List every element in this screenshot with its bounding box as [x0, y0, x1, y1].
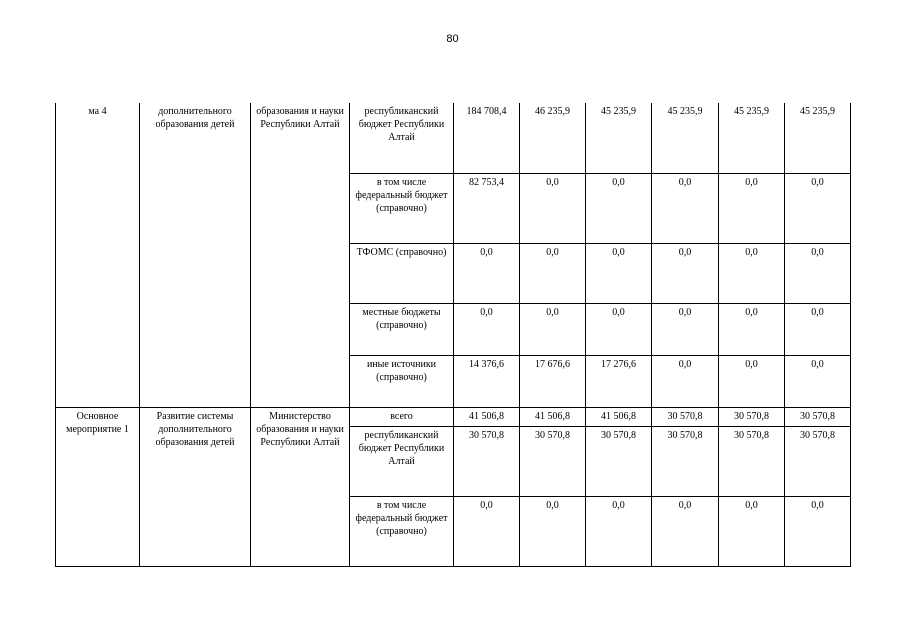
value-cell: 0,0 [652, 173, 719, 243]
value-cell: 41 506,8 [586, 407, 652, 426]
value-cell: 0,0 [454, 303, 520, 355]
value-cell: 30 570,8 [785, 426, 851, 496]
value-cell: 45 235,9 [586, 103, 652, 173]
value-cell: 45 235,9 [785, 103, 851, 173]
value-cell: 41 506,8 [454, 407, 520, 426]
value-cell: 30 570,8 [652, 407, 719, 426]
value-cell: 0,0 [454, 243, 520, 303]
funding-source-cell: в том числе федеральный бюджет (справочно) [350, 496, 454, 566]
value-cell: 0,0 [719, 173, 785, 243]
value-cell: 82 753,4 [454, 173, 520, 243]
value-cell: 0,0 [652, 243, 719, 303]
value-cell: 0,0 [719, 243, 785, 303]
funding-source-cell: всего [350, 407, 454, 426]
value-cell: 0,0 [520, 496, 586, 566]
program-number-cell: Основное мероприятие 1 [56, 407, 140, 566]
value-cell: 0,0 [785, 303, 851, 355]
table-row [56, 407, 851, 426]
value-cell: 0,0 [785, 355, 851, 407]
value-cell: 17 276,6 [586, 355, 652, 407]
page-number: 80 [446, 33, 459, 45]
value-cell: 30 570,8 [586, 426, 652, 496]
value-cell: 30 570,8 [719, 426, 785, 496]
executor-cell: Министерство образования и науки Республики Алтай [251, 407, 350, 566]
value-cell: 41 506,8 [520, 407, 586, 426]
funding-source-cell: местные бюджеты (справочно) [350, 303, 454, 355]
program-name-cell: дополнительного образования детей [140, 103, 251, 407]
value-cell: 30 570,8 [785, 407, 851, 426]
value-cell: 0,0 [586, 243, 652, 303]
value-cell: 184 708,4 [454, 103, 520, 173]
budget-table [55, 103, 851, 567]
value-cell: 0,0 [586, 496, 652, 566]
value-cell: 0,0 [586, 303, 652, 355]
value-cell: 30 570,8 [652, 426, 719, 496]
value-cell: 0,0 [785, 173, 851, 243]
value-cell: 30 570,8 [454, 426, 520, 496]
value-cell: 0,0 [652, 303, 719, 355]
value-cell: 0,0 [785, 496, 851, 566]
value-cell: 0,0 [719, 303, 785, 355]
funding-source-cell: в том числе федеральный бюджет (справочно) [350, 173, 454, 243]
value-cell: 0,0 [520, 243, 586, 303]
funding-source-cell: республиканский бюджет Республики Алтай [350, 426, 454, 496]
value-cell: 17 676,6 [520, 355, 586, 407]
funding-source-cell: республиканский бюджет Республики Алтай [350, 103, 454, 173]
value-cell: 0,0 [652, 496, 719, 566]
value-cell: 45 235,9 [652, 103, 719, 173]
value-cell: 0,0 [520, 173, 586, 243]
value-cell: 30 570,8 [719, 407, 785, 426]
value-cell: 14 376,6 [454, 355, 520, 407]
value-cell: 45 235,9 [719, 103, 785, 173]
value-cell: 0,0 [586, 173, 652, 243]
value-cell: 0,0 [652, 355, 719, 407]
value-cell: 46 235,9 [520, 103, 586, 173]
funding-source-cell: ТФОМС (справочно) [350, 243, 454, 303]
program-name-cell: Развитие системы дополнительного образования детей [140, 407, 251, 566]
table-row [56, 103, 851, 173]
program-number-cell: ма 4 [56, 103, 140, 407]
value-cell: 0,0 [454, 496, 520, 566]
funding-source-cell: иные источники (справочно) [350, 355, 454, 407]
executor-cell: образования и науки Республики Алтай [251, 103, 350, 407]
value-cell: 0,0 [719, 496, 785, 566]
value-cell: 30 570,8 [520, 426, 586, 496]
value-cell: 0,0 [785, 243, 851, 303]
value-cell: 0,0 [520, 303, 586, 355]
value-cell: 0,0 [719, 355, 785, 407]
